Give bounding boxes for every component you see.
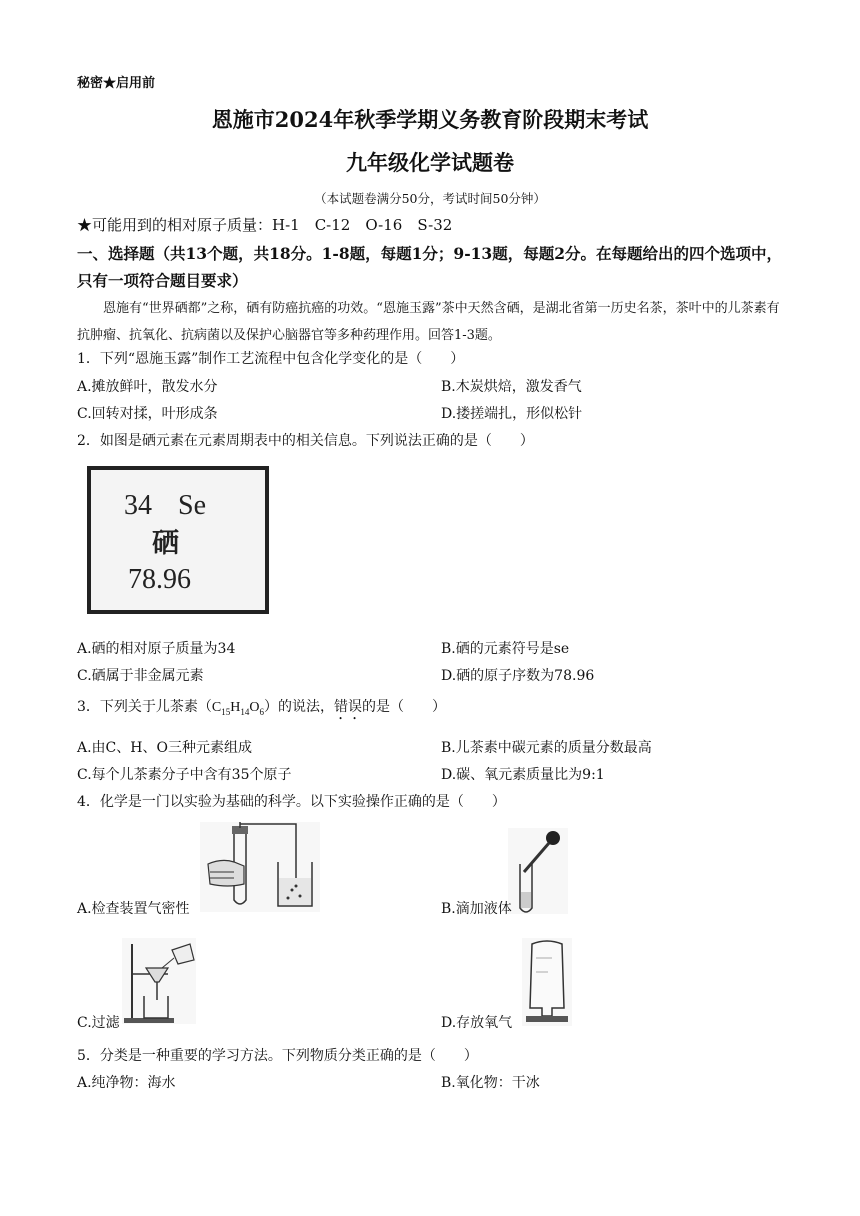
question-3-stem-pre: 3．下列关于儿茶素（ (77, 699, 212, 715)
airtightness-check-figure (200, 822, 320, 912)
question-2-option-c: C.硒属于非金属元素 (77, 668, 204, 684)
question-4-stem: 4．化学是一门以实验为基础的科学。以下实验操作正确的是（ ） (77, 794, 506, 810)
exam-note: （本试题卷满分50分，考试时间50分钟） (314, 191, 546, 206)
exam-subtitle: 九年级化学试题卷 (346, 150, 514, 175)
question-2-option-d: D.硒的原子序数为78.96 (441, 668, 595, 684)
question-3-emphasis: 错误 (334, 699, 363, 715)
question-4-option-b: B.滴加液体 (441, 901, 512, 917)
exam-title: 恩施市2024年秋季学期义务教育阶段期末考试 (211, 107, 649, 132)
question-3-stem-mid: ）的说法， (264, 699, 335, 715)
question-5-option-b: B.氧化物：干冰 (441, 1075, 540, 1091)
question-3-option-a: A.由C、H、O三种元素组成 (77, 740, 252, 756)
element-symbol: Se (178, 490, 206, 521)
question-3-stem-post: 的是（ ） (362, 699, 447, 715)
element-number: 34 (124, 490, 152, 521)
atomic-masses: ★可能用到的相对原子质量：H-1 C-12 O-16 S-32 (77, 216, 453, 234)
element-mass: 78.96 (128, 564, 191, 595)
question-5-stem: 5．分类是一种重要的学习方法。下列物质分类正确的是（ ） (77, 1048, 478, 1064)
question-4-option-c: C.过滤 (77, 1015, 120, 1031)
element-name: 硒 (152, 528, 179, 559)
question-1-option-c: C.回转对揉，叶形成条 (77, 406, 218, 422)
question-4-option-d: D.存放氧气 (441, 1015, 513, 1031)
question-3-option-d: D.碳、氧元素质量比为9:1 (441, 767, 605, 783)
question-1-option-d: D.搂搓端扎，形似松针 (441, 406, 583, 422)
question-2-option-b: B.硒的元素符号是se (441, 641, 570, 657)
question-3-option-b: B.儿茶素中碳元素的质量分数最高 (441, 740, 652, 756)
confidential-label: 秘密★启用前 (77, 76, 156, 91)
catechin-formula: $C_{15}H_{14}O_6$ (211, 700, 265, 717)
question-1-stem: 1．下列“恩施玉露”制作工艺流程中包含化学变化的是（ ） (77, 351, 465, 367)
gas-bottle-figure (522, 938, 572, 1026)
dropping-liquid-figure (508, 828, 568, 914)
periodic-table-cell-figure (86, 466, 272, 616)
question-3-stem (77, 696, 446, 723)
question-2-option-a: A.硒的相对原子质量为34 (77, 641, 236, 657)
filtration-figure (122, 938, 196, 1024)
question-1-option-a: A.摊放鲜叶，散发水分 (77, 379, 218, 395)
question-1-option-b: B.木炭烘焙，激发香气 (441, 379, 582, 395)
section-heading: 一、选择题（共13个题，共18分。1-8题，每题1分；9-13题，每题2分。在每题给出的四个选项中，只有一项符合题目要求） (77, 244, 783, 290)
question-5-option-a: A.纯净物：海水 (77, 1075, 176, 1091)
question-3-option-c: C.每个儿茶素分子中含有35个原子 (77, 767, 292, 783)
reading-intro: 恩施有“世界硒都”之称，硒有防癌抗癌的功效。“恩施玉露”茶中天然含硒，是湖北省第一历史名茶，茶叶中的儿茶素有抗肿瘤、抗氧化、抗病菌以及保护心脑器官等多种药理作用。回答1-3题。 (77, 301, 780, 343)
question-2-stem: 2．如图是硒元素在元素周期表中的相关信息。下列说法正确的是（ ） (77, 433, 534, 449)
question-4-option-a: A.检查装置气密性 (77, 901, 190, 917)
